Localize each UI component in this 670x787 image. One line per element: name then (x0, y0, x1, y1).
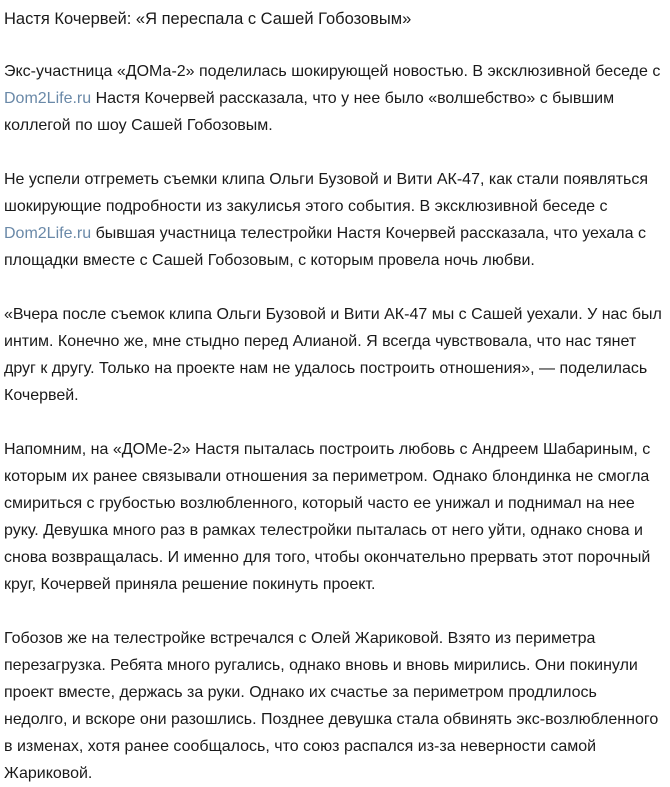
article-paragraph-intro: Не успели отгреметь съемки клипа Ольги Бузовой и Вити АК-47, как стали появляться шокирующие подробности из закулисья этого события. В эксклюзивной беседе с Dom2Life.ru бывшая участница телестройки Настя Кочервей рассказала, что уехала с площадки вместе с Сашей Гобозовым, с которым провела ночь любви. (4, 171, 649, 269)
paragraph-spacer (4, 139, 664, 166)
paragraph-spacer (4, 598, 664, 625)
paragraph-spacer (4, 274, 664, 301)
article-title: Настя Кочервей: «Я переспала с Сашей Гобозовым» (4, 10, 412, 28)
article-paragraph-background-gobozov: Гобозов же на телестройке встречался с Олей Жариковой. Взято из периметра перезагрузка. Ребята много ругались, однако вновь и вновь мирились. Они покинули проект вместе, держась за руки. Однако их счастье за периметром продлилось недолго, и вскоре они разошлись. Позднее девушка стала обвинять экс-возлюбленного в изменах, хотя ранее сообщалось, что союз распался из-за неверности самой Жариковой. (4, 630, 659, 782)
article-paragraph-lead: Экс-участница «ДОМа-2» поделилась шокирующей новостью. В эксклюзивной беседе с Dom2Life.ru Настя Кочервей рассказала, что у нее было «волшебство» с бывшим коллегой по шоу Сашей Гобозовым. (4, 63, 661, 134)
article-body (4, 58, 664, 787)
source-link[interactable]: Dom2Life.ru (4, 90, 92, 107)
source-link[interactable]: Dom2Life.ru (4, 225, 92, 242)
article-paragraph-quote: «Вчера после съемок клипа Ольги Бузовой и Вити АК-47 мы с Сашей уехали. У нас был интим. Конечно же, мне стыдно перед Алианой. Я всегда чувствовала, что нас тянет друг к другу. Только на проекте нам не удалось построить отношения», — поделилась Кочервей. (4, 306, 662, 404)
article-paragraph-background-shabarin: Напомним, на «ДОМе-2» Настя пыталась построить любовь с Андреем Шабариным, с которым их ранее связывали отношения за периметром. Однако блондинка не смогла смириться с грубостью возлюбленного, который часто ее унижал и поднимал на нее руку. Девушка много раз в рамках телестройки пыталась от него уйти, однако снова и снова возвращалась. И именно для того, чтобы окончательно прервать этот порочный круг, Кочервей приняла решение покинуть проект. (4, 441, 651, 593)
title-body-spacer (4, 32, 664, 58)
paragraph-spacer (4, 409, 664, 436)
